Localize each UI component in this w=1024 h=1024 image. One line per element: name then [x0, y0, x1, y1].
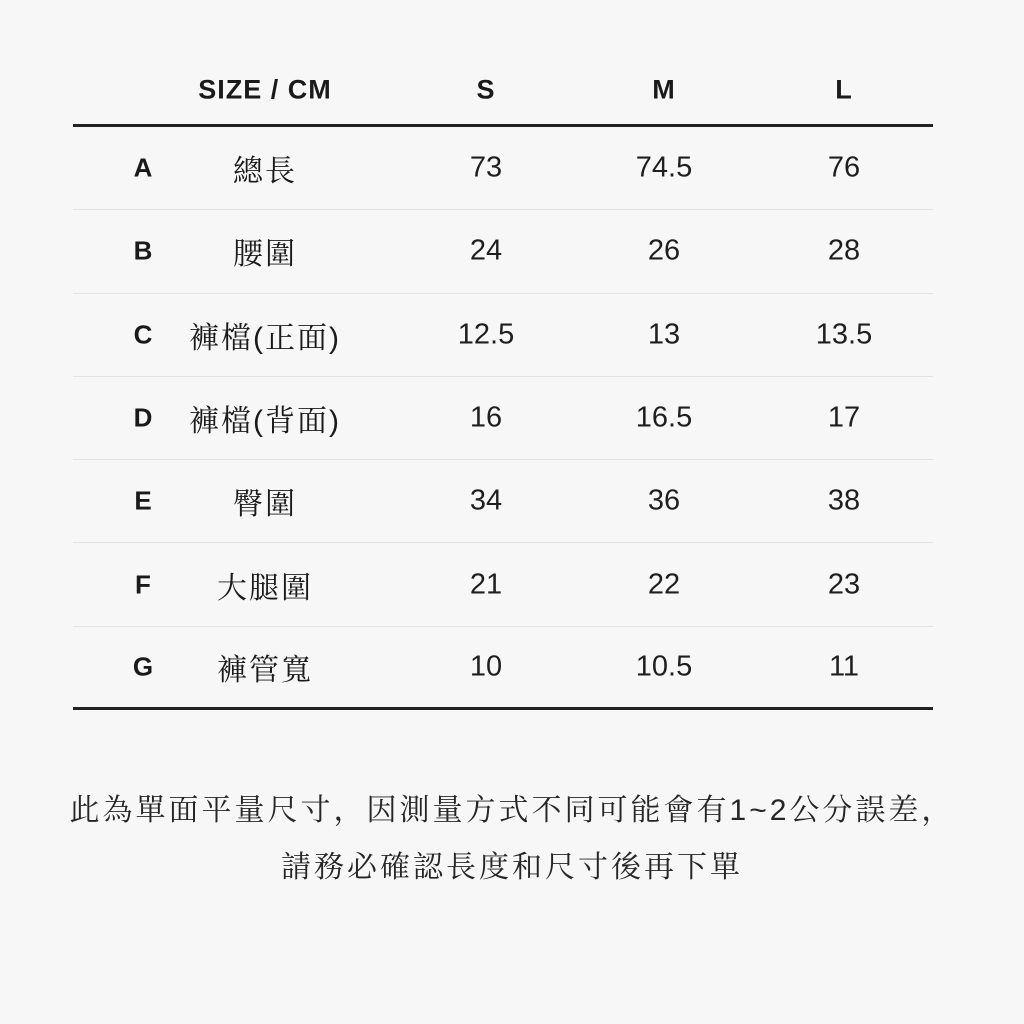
table-row-a: [73, 127, 933, 210]
value-s: 10: [469, 650, 503, 683]
value-m: 16.5: [635, 401, 693, 434]
row-label: 腰圍: [233, 238, 297, 272]
measurement-note-line1: 此為單面平量尺寸，因測量方式不同可能會有1~2公分誤差，: [69, 794, 955, 827]
row-label: 褲檔(正面): [189, 321, 341, 355]
size-chart-table: [73, 55, 933, 710]
value-m: 13: [647, 318, 681, 351]
value-m: 26: [647, 234, 681, 267]
row-letter: A: [133, 152, 153, 183]
header-size-cm: SIZE / CM: [198, 74, 332, 104]
header-col-m: M: [652, 74, 676, 104]
table-row-b: [73, 210, 933, 293]
value-s: 34: [469, 484, 503, 517]
row-label: 總長: [233, 155, 297, 189]
value-l: 23: [827, 568, 861, 601]
table-row-c: [73, 294, 933, 377]
row-label: 褲檔(背面): [189, 405, 341, 439]
row-label: 大腿圍: [217, 571, 313, 605]
value-l: 38: [827, 484, 861, 517]
value-l: 17: [827, 401, 861, 434]
row-letter: E: [134, 485, 152, 516]
header-col-l: L: [835, 74, 853, 104]
measurement-note: [0, 782, 1024, 896]
value-s: 12.5: [457, 318, 515, 351]
value-s: 21: [469, 568, 503, 601]
table-row-f: [73, 543, 933, 626]
row-letter: F: [135, 569, 151, 600]
value-l: 11: [828, 650, 860, 683]
value-l: 28: [827, 234, 861, 267]
value-l: 13.5: [815, 318, 873, 351]
value-m: 36: [647, 484, 681, 517]
value-s: 73: [469, 151, 503, 184]
value-m: 74.5: [635, 151, 693, 184]
value-s: 24: [469, 234, 503, 267]
row-letter: D: [133, 402, 153, 433]
row-label: 臀圍: [233, 488, 297, 522]
table-row-e: [73, 460, 933, 543]
measurement-note-line2: 請務必確認長度和尺寸後再下單: [281, 851, 743, 884]
table-row-g: [73, 627, 933, 710]
row-label: 褲管寬: [217, 653, 313, 687]
value-s: 16: [469, 401, 503, 434]
row-letter: C: [133, 319, 153, 350]
value-l: 76: [827, 151, 861, 184]
table-header-row: [73, 55, 933, 127]
row-letter: B: [133, 235, 153, 266]
value-m: 22: [647, 568, 681, 601]
table-row-d: [73, 377, 933, 460]
header-col-s: S: [476, 74, 496, 104]
value-m: 10.5: [635, 650, 693, 683]
row-letter: G: [132, 651, 154, 682]
